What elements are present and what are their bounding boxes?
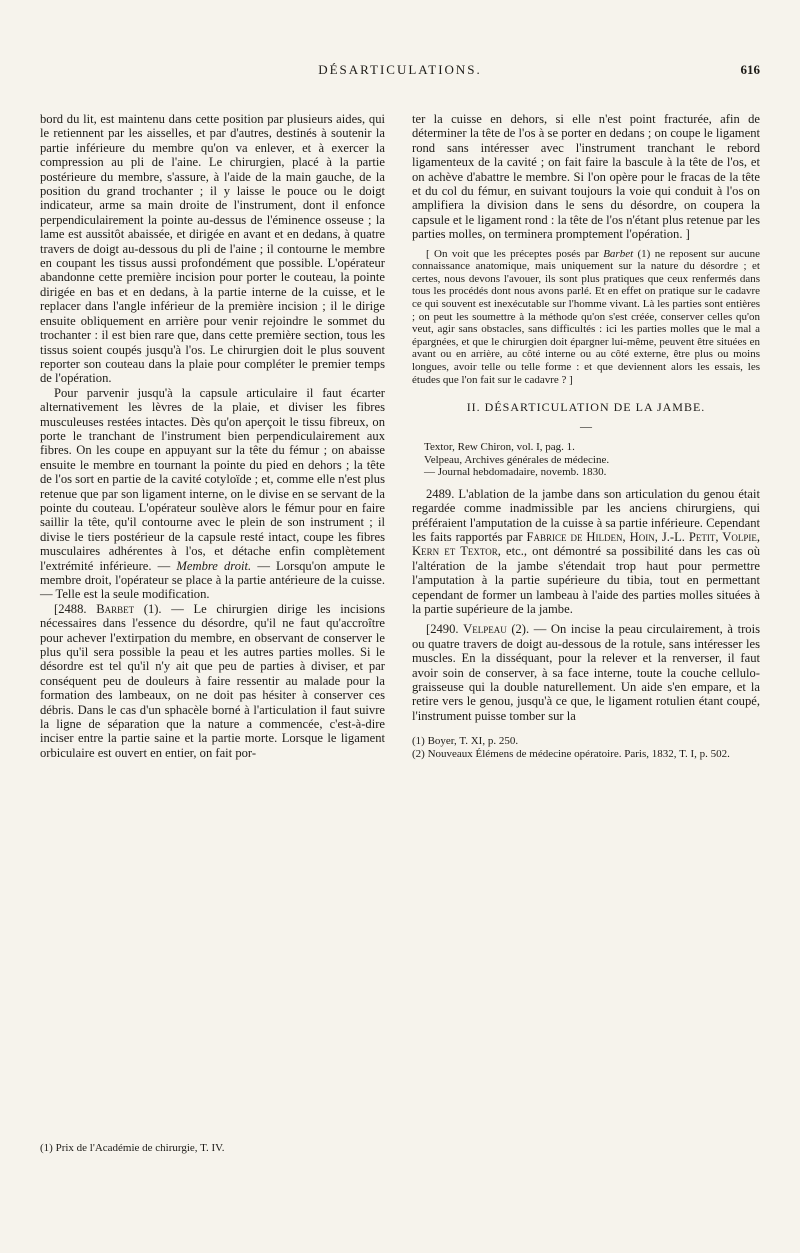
footnote-left: (1) Prix de l'Académie de chirurgie, T. IV. (40, 1142, 225, 1154)
right-column (412, 112, 760, 760)
paragraph-left-2 (40, 386, 385, 602)
paragraph-left-2-body: Pour parvenir jusqu'à la capsule articulaire il faut écarter alternativement les lèvres de la plaie, et diviser les fibres musculeuses restées intactes. Dès qu'on aperçoit le tissu fibreux, on porte le tranchant de l'instrument bien perpendiculairement aux fibres. On les coupe en appuyant sur la tête du fémur ; on abaisse ensuite le membre en tournant la pointe du pied en dehors ; la tête de l'os sort en partie de la cavité cotyloïde ; et, comme elle n'est plus retenue que par son ligament interne, on le divise en se servant de la pointe du couteau. L'opérateur soulève alors le fémur pour en faire saillir la tête, qu'il contourne avec le plein de son instrument ; il divise le tiers postérieur de la capsule resté intact, coupe les fibres musculaires adhérentes à l'os, et détache enfin complètement l'extrémité inférieure. — (40, 385, 385, 573)
bibliography (412, 441, 760, 479)
paragraph-number: 2489. (426, 486, 455, 501)
subheading-membre-droit: Membre droit. (176, 558, 252, 573)
left-column (40, 112, 385, 760)
running-head: DÉSARTICULATIONS. (318, 62, 482, 77)
page-header (40, 62, 760, 86)
page-number: 616 (740, 62, 760, 77)
editor-note-body: (1) ne reposent sur aucune connaissance anatomique, mais uniquement sur la nature du désordre ; et certes, nous devons l'avouer, ils sont plus pratiques que ceux renfermés dans tous les procédés dont nous avons parlé. Et en effet on pratique sur le cadavre ce qui souvent est inexécutable sur l'homme vivant. Là les parties sont entières ; on peut les soumettre à la méthode qu'on s'est créée, conserver celles qu'on veut, agir sans obstacles, sans difficultés : ici les parties molles que le mal a épargnées, et que le chirurgien doit épargner lui-même, peuvent être situées en avant ou en arrière, au côté interne ou au côté externe, être plus ou moins longues, avoir telle ou telle forme : et que deviennent alors les essais, les études que l'on fait sur le cadavre ? ] (412, 247, 761, 386)
biblio-entry: Textor, Rew Chiron, vol. I, pag. 1. (424, 441, 575, 453)
paragraph-2489-body: L'ablation de la jambe dans son articulation du genou était regardée comme inadmissible par les anciens chirurgiens, qui préféraient l'amputation de la cuisse à sa partie inférieure. Cependant les faits rapportés par (412, 486, 760, 544)
paragraph-2490-body: — On incise la peau circulairement, à trois ou quatre travers de doigt au-dessous de la rotule, sans intéresser les muscles. En la disséquant, pour la relever et la renverser, il faut avoir soin de conserver, à sa face interne, toute la couche cellulo-graisseuse qui la double naturellement. Un aide s'en empare, et la retire vers le genou, jusqu'à ce que, le ligament rotulien étant coupé, l'instrument puisse tomber sur la (412, 622, 760, 723)
paragraph-left-2-tail: — Lorsqu'on ampute le membre droit, l'opérateur se place à la partie antérieure de la cuisse. — Telle est la seule modification. (40, 558, 385, 602)
paragraph-2488 (40, 602, 385, 760)
footnotes-right (412, 735, 760, 760)
section-dash: — (580, 418, 592, 433)
footnote-ref: (1). (143, 601, 162, 616)
paragraph-2490 (412, 622, 760, 723)
editor-note-start: [ On voit que les préceptes posés par (426, 247, 599, 260)
footnote-right-1: (1) Boyer, T. XI, p. 250. (412, 735, 519, 748)
paragraph-left-1: bord du lit, est maintenu dans cette position par plusieurs aides, qui le retiennent par les aisselles, et par d'autres, destinés à soutenir la partie inférieure du membre qu'on va enlever, et à exercer la compression au pli de l'aine. Le chirurgien, placé à la partie postérieure du membre, s'assure, à l'aide de la main gauche, de la position du grand trochanter ; il y laisse le pouce ou le doigt indicateur, arme sa main droite de l'instrument, dont il enfonce perpendiculairement la pointe au-dessus de l'éminence osseuse ; la lame est aussitôt abaissée, et dirigée en avant et en dedans, à quatre travers de doigt au-dessous du pli de l'aine ; il contourne le membre en coupant les tissus aussi profondément que possible. L'opérateur abandonne cette première incision pour porter le couteau, la pointe dirigée en bas et en dedans, à la partie interne de la cuisse, et le replacer dans l'angle inférieur de la première incision ; il le dirige ensuite obliquement en arrière pour venir rejoindre le sommet du trochanter : il est bien rare que, dans cette première section, tous les tissus soient coupés jusqu'à l'os. Le chirurgien doit le plus souvent reporter son couteau dans la plaie pour compléter le premier temps de l'opération. (40, 112, 385, 386)
author-velpeau: Velpeau (463, 622, 507, 637)
section-title: II. DÉSARTICULATION DE LA JAMBE. (466, 400, 706, 415)
author-barbet-note: Barbet (603, 247, 634, 260)
biblio-entry: Velpeau, Archives générales de médecine. (424, 453, 610, 466)
author-names: Fabrice de Hilden, Hoin, J.-L. Petit, Volpie, Kern et Textor, (412, 530, 760, 559)
footnote-ref: (2). (511, 622, 530, 637)
paragraph-right-1: ter la cuisse en dehors, si elle n'est point fracturée, afin de déterminer la tête de l'os à se porter en dedans ; on coupe le ligament rond sans intéresser avec l'instrument tranchant le rebord ligamenteux de la cavité ; on fait faire la bascule à la tête de l'os, et on achève d'abattre le membre. Si l'on opère pour le fracas de la tête et du col du fémur, en suivant toujours la voie qui conduit à l'os on amplifiera la division dans le sens du désordre, on coupera la capsule et le ligament rond : la tête de l'os n'étant plus retenue par les parties molles, on terminera promptement l'opération. ] (412, 112, 760, 242)
author-barbet: Barbet (96, 601, 135, 616)
paragraph-2489-tail: etc., ont démontré sa possibilité dans les cas où l'altération de la jambe s'étendait trop haut pour permettre l'amputation à la partie supérieure du tibia, tout en permettant cependant de former un lambeau à l'aide des parties molles situées à la partie supérieure de la jambe. (412, 544, 760, 617)
paragraph-2489 (412, 487, 760, 617)
editor-note (412, 248, 760, 387)
paragraph-number: [2490. (426, 622, 459, 637)
footnote-right-2: (2) Nouveaux Élémens de médecine opératoire. Paris, 1832, T. I, p. 502. (412, 747, 730, 760)
biblio-entry: — Journal hebdomadaire, novemb. 1830. (424, 466, 607, 479)
paragraph-number: [2488. (54, 601, 87, 616)
paragraph-2488-body: — Le chirurgien dirige les incisions nécessaires dans l'essence du désordre, qu'il ne faut qu'accroître pour achever l'extirpation du membre, en observant de conserver le plus qu'il sera possible la peau et les autres parties molles. Si le désordre est tel qu'il n'y ait que peu de parties à diviser, et par conséquent peu de douleurs à faire ressentir au malade pour la formation des lambeaux, on ne doit pas hésiter à conserver ces débris. Dans le cas d'un sphacèle borné à l'articulation il faut suivre la ligne de séparation que la nature a commencée, c'est-à-dire inciser entre la partie saine et la partie morte. Lorsque le ligament orbiculaire est ouvert en entier, on fait por- (40, 601, 386, 760)
